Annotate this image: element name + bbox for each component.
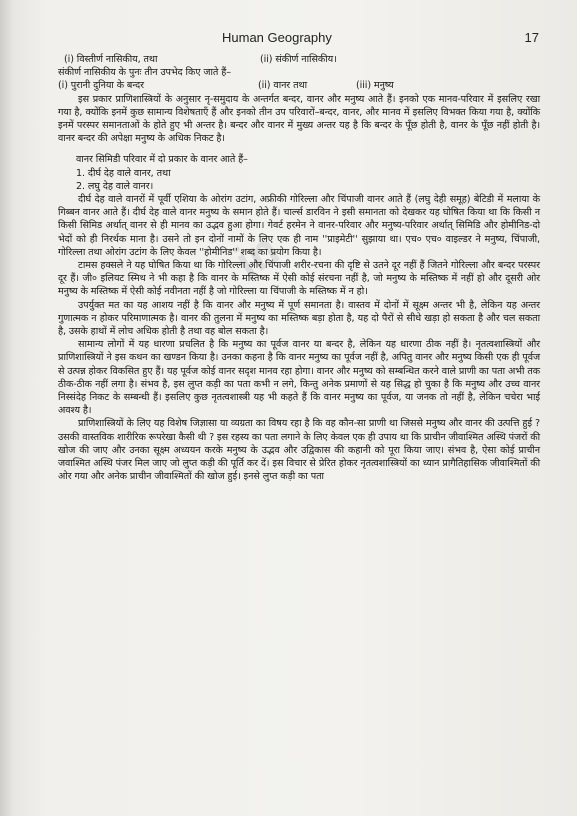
list-subgroups	[58, 79, 540, 92]
page-number: 17	[524, 30, 539, 45]
list-item: (ii) संकीर्ण नासिकीय।	[260, 54, 337, 65]
list-subtypes	[58, 53, 540, 66]
list-item: 2. लघु देह वाले वानर।	[76, 180, 154, 192]
page-header	[0, 30, 577, 50]
intro-line: वानर सिमिडी परिवार में दो प्रकार के वानर आते हैं–	[76, 154, 248, 166]
page-body	[58, 53, 540, 483]
watermark: in	[225, 222, 288, 288]
paragraph: प्राणिशास्त्रियों के लिए यह विशेष जिज्ञासा या व्यग्रता का विषय रहा है कि वह कौन-सा प्राणी था जिससे मनुष्य और वानर की उत्पत्ति हुई ? उसकी वास्तविक शारीरिक रूपरेखा कैसी थी ? इस रहस्य का पता लगाने के लिए केवल एक ही उपाय था कि प्राचीन जीवाश्मित अस्थि पंजरों की खोज की जाए और उनका सूक्ष्म अध्ययन करके मनुष्य के उद्भव और उद्विकास की कहानी को पूरा किया जाए। संभव है, ऐसा कोई प्राचीन जवाश्मित अस्थि पंजर मिल जाए जो लुप्त कड़ी की पूर्ति कर दें। इस विचार से प्रेरित होकर नृतत्वशास्त्रियों का ध्यान प्रागैतिहासिक जीवाश्मितों की ओर गया और अनेक प्राचीन जीवाश्मितों की खोज हुई। इनसे लुप्त कड़ी का पता	[58, 418, 540, 483]
list-item: (iii) मनुष्य	[356, 80, 394, 92]
list-item: (i) पुरानी दुनिया के बन्दर	[58, 80, 144, 92]
paragraph: दीर्घ देह वाले वानरों में पूर्वी एशिया के ओरांग उटांग, अफ्रीकी गोरिल्ला और चिंपाजी वानर आते हैं (लघु देही समूह) बेटिडी में मलाया के गिब्बन वानर आते हैं। दीर्घ देह वाले वानर मनुष्य के समान होते हैं। चार्ल्स डारविन ने इसी समानता को देखकर यह घोषित किया था कि किसी न किसी सिमिड अर्थात् वानर से ही मानव का उद्भव हुआ होगा। गेवर्ट हरमेन ने वानर-परिवार और मनुष्य-परिवार अर्थात् सिमिडि और होमीनिड-दो भेदों को ही निरर्थक माना है। उसने तो इन दोनों नामों के लिए एक ही नाम ''प्राइमेटी'' सुझाया था। एच० एच० वाइल्डर ने मनुष्य, चिंपाजी, गोरिल्ला तथा ओरांग उटांग के लिए केवल ''होमीनिड'' शब्द का प्रयोग किया है।	[58, 193, 540, 258]
paragraph: इस प्रकार प्राणिशास्त्रियों के अनुसार नृ-समुदाय के अन्तर्गत बन्दर, वानर और मनुष्य आते हैं। इनको एक मानव-परिवार में इसलिए रखा गया है, क्योंकि इनमें कुछ सामान्य विशेषताएँ हैं और इनको तीन उप परिवारों–बन्दर, वानर, और मानव में इसलिए विभक्त किया गया है, क्योंकि इनमें परस्पर समानताओं के होते हुए भी अन्तर है। बन्दर और वानर में मुख्य अन्तर यह है कि बन्दर के पूँछ होती है, वानर के पूँछ नहीं होती है। वानर बन्दर की अपेक्षा मनुष्य के अधिक निकट है।	[58, 93, 540, 145]
intro-line: संकीर्ण नासिकीय के पुनः तीन उपभेद किए जाते हैं–	[58, 67, 231, 79]
paragraph: सामान्य लोगों में यह धारणा प्रचलित है कि मनुष्य का पूर्वज वानर या बन्दर है, लेकिन यह धारणा ठीक नहीं है। नृतत्वशास्त्रियों और प्राणिशास्त्रियों ने इस कथन का खण्डन किया है। उनका कहना है कि वानर मनुष्य का पूर्वज नहीं है, अपितु वानर और मनुष्य किसी एक ही पूर्वज से उत्पन्न होकर विकसित हुए हैं। यह पूर्वज कोई वानर सदृश मानव रहा होगा। वानर और मनुष्य को सम्बन्धित करने वाले प्राणी का पता अभी तक ठीक-ठीक नहीं लगा है। संभव है, इस लुप्त कड़ी का पता कभी न लगे, किन्तु अनेक प्रमाणों से यह सिद्ध हो चुका है कि मनुष्य और उच्च वानर निस्संदेह निकट के सम्बन्धी हैं। इसलिए कुछ नृतत्वशास्त्री यह भी कहते हैं कि वानर मनुष्य का पूर्वज, या जनक तो नहीं है, लेकिन चचेरा भाई अवश्य है।	[58, 339, 540, 417]
paragraph: टामस हक्सले ने यह घोषित किया था कि गोरिल्ला और चिंपाजी शरीर-रचना की दृष्टि से उतने दूर नहीं हैं जितने गोरिल्ला और बन्दर परस्पर दूर हैं। जी० इलियट स्मिथ ने भी कहा है कि वानर के मस्तिष्क में ऐसी कोई संरचना नहीं है, जो मनुष्य के मस्तिष्क में नहीं हो और दूसरी ओर मनुष्य के मस्तिष्क में ऐसी कोई नवीनता नहीं है जो गोरिल्ला या चिंपाजी के मस्तिष्क में न हो।	[58, 259, 540, 298]
list-item: 1. दीर्घ देह वाले वानर, तथा	[76, 167, 171, 179]
binding-shadow	[0, 0, 14, 816]
list-item: (ii) वानर तथा	[258, 80, 307, 92]
running-head: Human Geography	[222, 30, 332, 45]
list-item: (i) विस्तीर्ण नासिकीय, तथा	[64, 54, 158, 65]
paragraph: उपर्युक्त मत का यह आशय नहीं है कि वानर और मनुष्य में पूर्ण समानता है। वास्तव में दोनों में सूक्ष्म अन्तर भी है, लेकिन यह अन्तर गुणात्मक न होकर परिमाणात्मक है। वानर की तुलना में मनुष्य का मस्तिष्क बड़ा होता है, यह दो पैरों से सीधे खड़ा हो सकता है और चल सकता है, उसके हाथों में लोच अधिक होती है तथा वह बोल सकता है।	[58, 299, 540, 337]
